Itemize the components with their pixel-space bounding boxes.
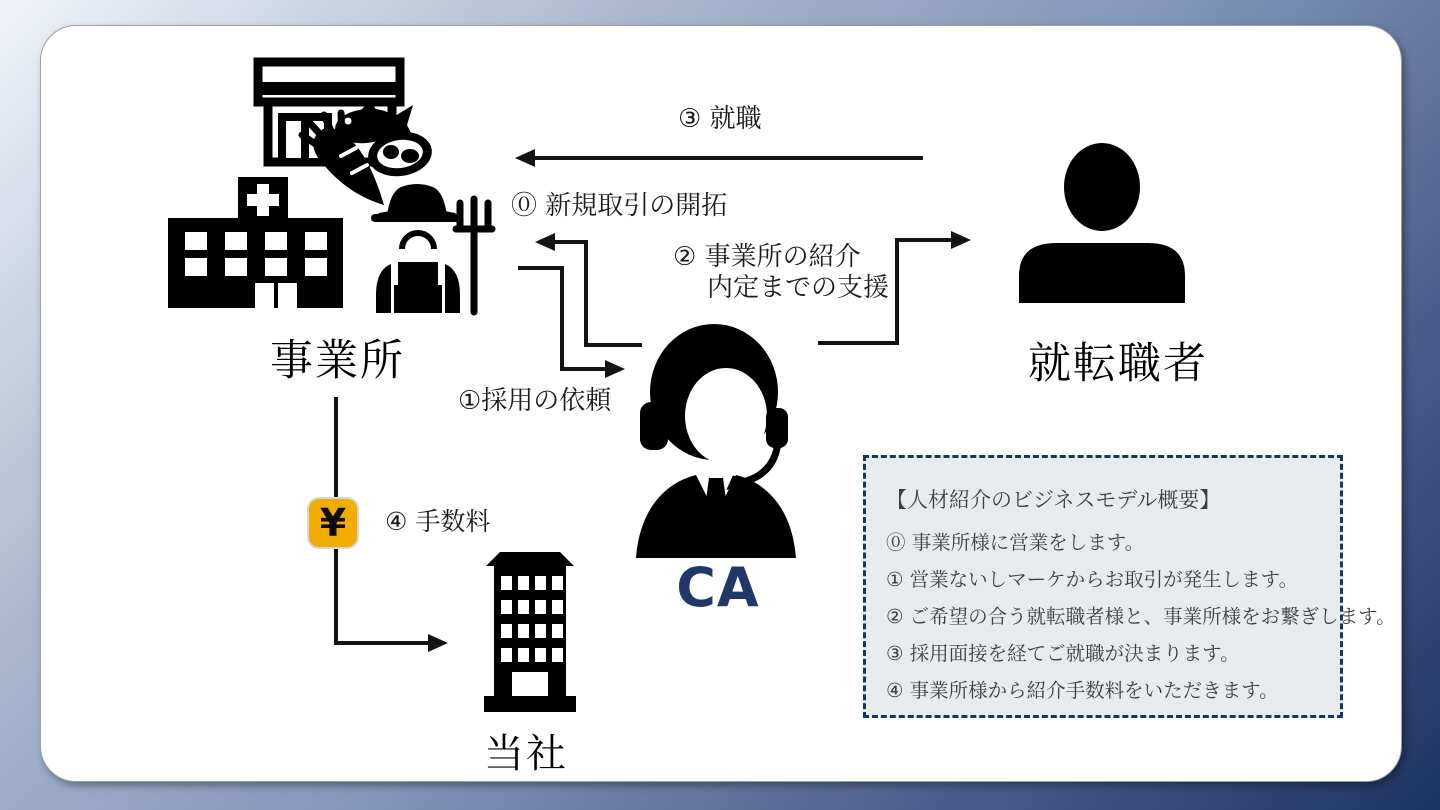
info-box-item-1: ① 営業ないしマーケからお取引が発生します。 bbox=[886, 568, 1299, 591]
info-box-item-2: ② ご希望の合う就転職者様と、事業所様をお繋ぎします。 bbox=[886, 605, 1396, 628]
flow-label-step0: ⓪ 新規取引の開拓 bbox=[511, 191, 728, 221]
info-box-item-3: ③ 採用面接を経てご就職が決まります。 bbox=[886, 642, 1240, 665]
hospital-icon bbox=[168, 177, 343, 308]
business-icon-cluster bbox=[160, 55, 500, 315]
yen-badge-icon bbox=[307, 497, 359, 549]
info-box-title: 【人材紹介のビジネスモデル概要】 bbox=[886, 488, 1221, 512]
business-label: 事業所 bbox=[270, 336, 405, 386]
agent-label: CA bbox=[676, 556, 760, 619]
flow-label-step2-line1: ② 事業所の紹介 bbox=[673, 242, 861, 272]
flow-label-step2 bbox=[673, 242, 889, 304]
flow-label-step4: ④ 手数料 bbox=[385, 507, 491, 536]
flow-label-step1: ①採用の依頼 bbox=[458, 386, 612, 416]
person-icon bbox=[1012, 141, 1192, 303]
office-building-icon bbox=[482, 550, 578, 714]
company-label: 当社 bbox=[484, 731, 568, 777]
info-box-item-4: ④ 事業所様から紹介手数料をいただきます。 bbox=[886, 679, 1279, 702]
business-model-info-box bbox=[863, 455, 1396, 718]
call-center-agent-icon bbox=[628, 316, 804, 558]
yen-symbol: ¥ bbox=[319, 501, 347, 545]
info-box-item-0: ⓪ 事業所様に営業をします。 bbox=[886, 531, 1145, 554]
flow-label-step2-line2: 内定までの支援 bbox=[707, 273, 890, 303]
jobseeker-label: 就転職者 bbox=[1028, 339, 1208, 389]
flow-label-step3: ③ 就職 bbox=[678, 104, 762, 134]
farmer-icon bbox=[371, 184, 492, 313]
